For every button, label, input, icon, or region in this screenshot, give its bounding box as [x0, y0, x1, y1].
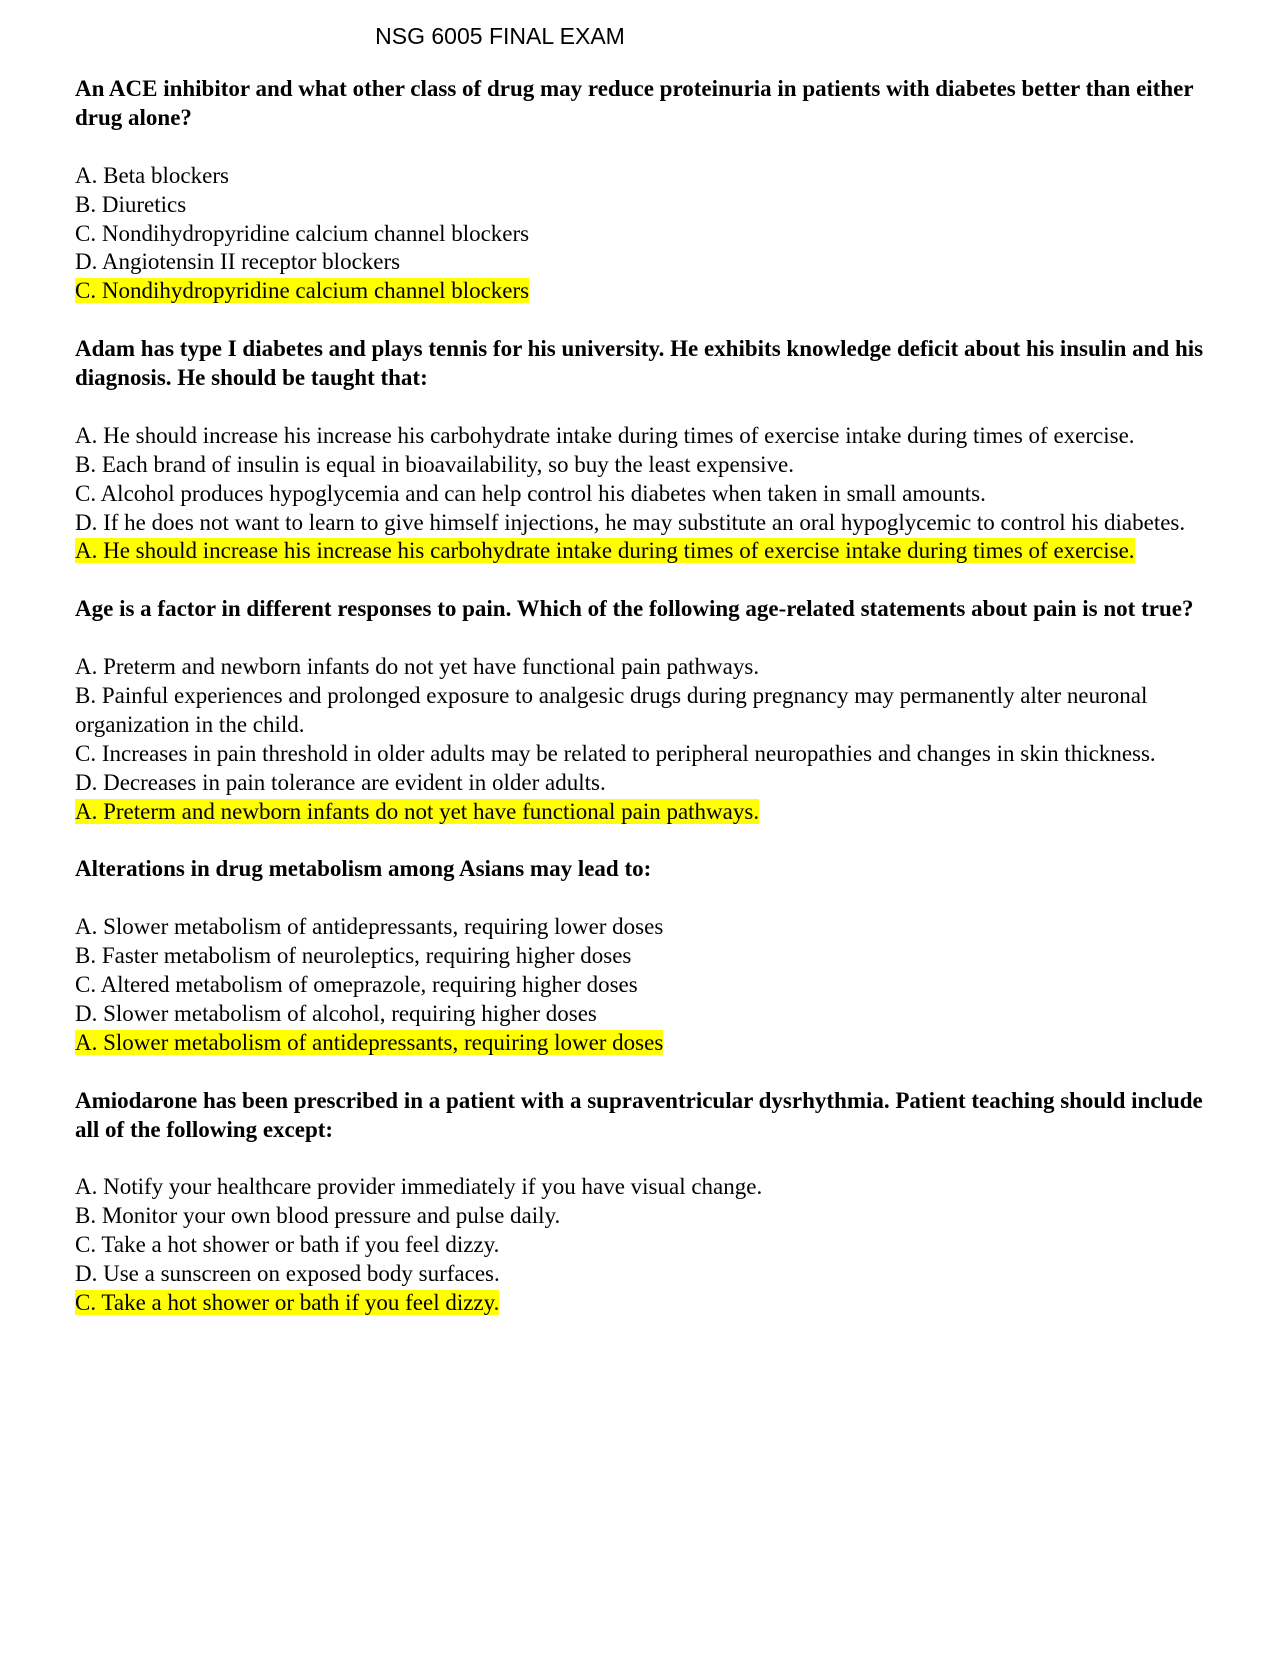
- option-list: [75, 653, 1205, 798]
- option-a: A. Preterm and newborn infants do not yet have functional pain pathways.: [75, 654, 760, 680]
- option-c: C. Altered metabolism of omeprazole, requiring higher doses: [75, 971, 638, 997]
- option-b: B. Diuretics: [75, 191, 187, 217]
- option-c: C. Nondihydropyridine calcium channel blockers: [75, 220, 530, 246]
- option-d: D. Angiotensin II receptor blockers: [75, 249, 401, 275]
- option-list: [75, 162, 1205, 278]
- option-d: D. Decreases in pain tolerance are evident in older adults.: [75, 769, 606, 795]
- option-b: B. Faster metabolism of neuroleptics, requiring higher doses: [75, 943, 632, 969]
- answer-text: A. Slower metabolism of antidepressants, requiring lower doses: [75, 1029, 664, 1055]
- highlighted-answer: [75, 798, 1205, 827]
- option-b: B. Monitor your own blood pressure and pulse daily.: [75, 1203, 561, 1229]
- option-a: A. Notify your healthcare provider immediately if you have visual change.: [75, 1174, 763, 1200]
- highlighted-answer: [75, 1029, 1205, 1058]
- option-list: [75, 422, 1205, 538]
- option-c: C. Increases in pain threshold in older adults may be related to peripheral neuropathies and changes in skin thickness.: [75, 740, 1156, 766]
- option-c: C. Alcohol produces hypoglycemia and can help control his diabetes when taken in small amounts.: [75, 480, 986, 506]
- highlighted-answer: [75, 1289, 1205, 1318]
- option-b: B. Painful experiences and prolonged exposure to analgesic drugs during pregnancy may permanently alter neuronal organization in the child.: [75, 682, 1148, 737]
- option-c: C. Take a hot shower or bath if you feel dizzy.: [75, 1232, 500, 1258]
- document-content: [75, 75, 1205, 1347]
- question-text: Amiodarone has been prescribed in a patient with a supraventricular dysrhythmia. Patient teaching should include all of the following except:: [75, 1087, 1203, 1142]
- question-text: Adam has type I diabetes and plays tennis for his university. He exhibits knowledge deficit about his insulin and his diagnosis. He should be taught that:: [75, 336, 1204, 391]
- question-text: Alterations in drug metabolism among Asians may lead to:: [75, 856, 652, 882]
- option-a: A. Slower metabolism of antidepressants, requiring lower doses: [75, 914, 664, 940]
- option-d: D. Slower metabolism of alcohol, requiring higher doses: [75, 1000, 597, 1026]
- option-d: D. Use a sunscreen on exposed body surfaces.: [75, 1261, 500, 1287]
- question-block-2: [75, 335, 1205, 566]
- answer-text: A. He should increase his increase his carbohydrate intake during times of exercise intake during times of exercise.: [75, 538, 1135, 564]
- option-a: A. Beta blockers: [75, 162, 229, 188]
- question-block-4: [75, 855, 1205, 1057]
- document-title: NSG 6005 FINAL EXAM: [375, 23, 625, 49]
- option-a: A. He should increase his increase his carbohydrate intake during times of exercise intake during times of exercise.: [75, 422, 1135, 448]
- question-text: An ACE inhibitor and what other class of drug may reduce proteinuria in patients with diabetes better than either drug alone?: [75, 76, 1194, 130]
- highlighted-answer: [75, 537, 1205, 566]
- highlighted-answer: [75, 277, 1205, 306]
- answer-text: C. Take a hot shower or bath if you feel dizzy.: [75, 1289, 500, 1315]
- answer-text: C. Nondihydropyridine calcium channel blockers: [75, 278, 530, 304]
- question-text: Age is a factor in different responses to pain. Which of the following age-related statements about pain is not true?: [75, 596, 1194, 622]
- option-list: [75, 1173, 1205, 1289]
- option-list: [75, 913, 1205, 1029]
- question-block-5: [75, 1087, 1205, 1318]
- answer-text: A. Preterm and newborn infants do not yet have functional pain pathways.: [75, 798, 760, 824]
- option-d: D. If he does not want to learn to give himself injections, he may substitute an oral hypoglycemic to control his diabetes.: [75, 509, 1186, 535]
- question-block-3: [75, 595, 1205, 826]
- question-block-1: [75, 75, 1205, 306]
- option-b: B. Each brand of insulin is equal in bioavailability, so buy the least expensive.: [75, 451, 795, 477]
